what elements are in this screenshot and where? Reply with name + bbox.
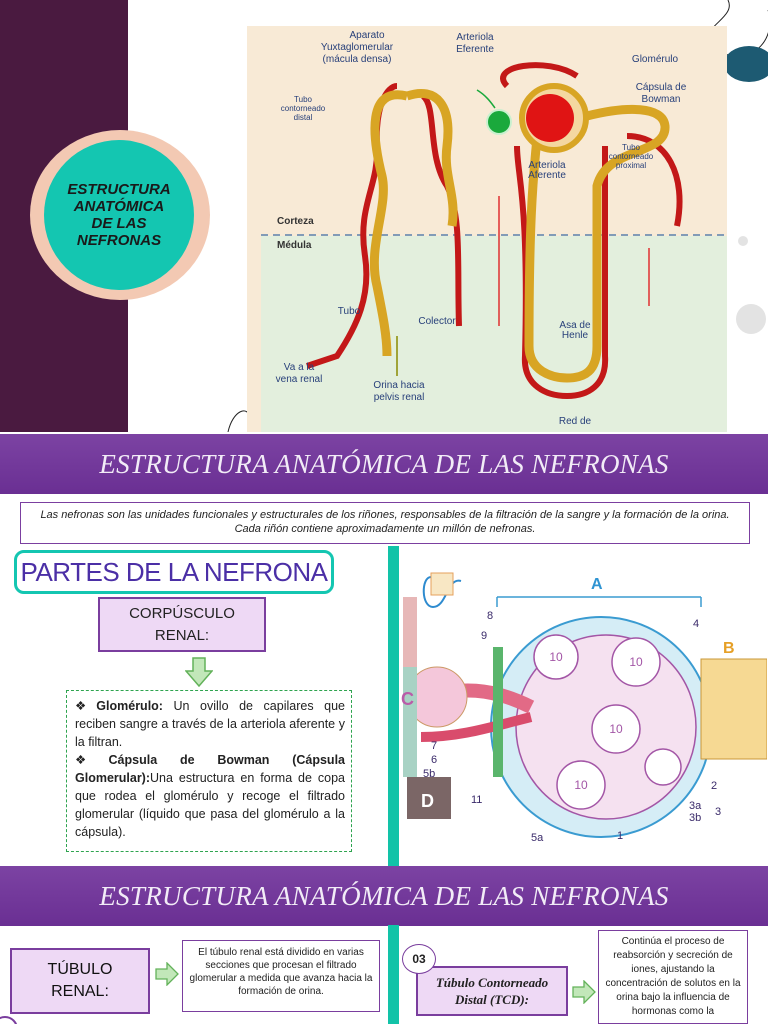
decorative-arc	[724, 46, 768, 82]
renal-corpuscle-diagram	[401, 567, 767, 857]
corpusculo-details-list	[66, 690, 352, 852]
slide-title: ESTRUCTURA ANATÓMICA DE LAS NEFRONAS	[67, 181, 171, 249]
label-9: 9	[481, 630, 488, 642]
section-banner	[0, 866, 768, 926]
label-5b: 5b	[423, 768, 436, 780]
label-C: C	[401, 689, 414, 709]
right-arrow-icon	[155, 962, 179, 986]
tcd-box	[416, 966, 568, 1016]
label-macula-densa: (mácula densa)	[322, 54, 392, 65]
label-distal: distal	[293, 113, 313, 122]
tubulo-description: El túbulo renal está dividido en varias secciones que procesan el filtrado glomerular a medida que avanza hacia la formación de orina.	[182, 940, 380, 1012]
down-arrow-icon	[185, 657, 213, 687]
label-4: 4	[693, 618, 700, 630]
tcd-description: Continúa el proceso de reabsorción y secreción de iones, ajustando la concentración de solutos en la orina bajo la influencia de hormonas como la	[598, 930, 748, 1024]
label-10: 10	[549, 650, 563, 664]
tubulo-label: TÚBULO RENAL:	[47, 961, 113, 1000]
list-item: ❖ Glomérulo: Un ovillo de capilares que reciben sangre a través de la arteriola aferente y la filtran.	[75, 699, 345, 749]
label-tubo-distal: Tubo	[294, 95, 312, 104]
label-red: Red de	[558, 416, 592, 427]
title-inner-circle	[44, 140, 194, 290]
label-8: 8	[487, 610, 494, 622]
diamond-bullet-icon: ❖	[75, 753, 106, 767]
label-contorneado-proximal: contorneado	[608, 152, 654, 161]
corpusculo-box	[98, 597, 266, 652]
label-corteza: Corteza	[277, 216, 314, 227]
label-glomerulo: Glomérulo	[631, 54, 679, 65]
label-2: 2	[711, 780, 718, 792]
label-aferente: Aferente	[528, 170, 566, 181]
label-10: 10	[574, 778, 588, 792]
step-badge: 03	[402, 944, 436, 974]
label-capsula: Cápsula de	[635, 82, 687, 93]
banner-title: ESTRUCTURA ANATÓMICA DE LAS NEFRONAS	[99, 880, 669, 911]
tubulo-box	[10, 948, 150, 1014]
label-arteriola-ef: Arteriola	[456, 32, 494, 43]
label-arteriola-af: Arteriola	[528, 160, 566, 171]
label-3b: 3b	[689, 812, 702, 824]
label-eferente: Eferente	[456, 44, 494, 55]
label-6: 6	[431, 754, 438, 766]
section-banner	[0, 434, 768, 494]
decorative-dot	[738, 236, 748, 246]
label-10: 10	[609, 722, 623, 736]
intro-text: Las nefronas son las unidades funcionales y estructurales de los riñones, responsables de la filtración de la sangre y la formación de la orina. Cada riñón contiene aproximadamente un millón de nefronas.	[20, 502, 750, 544]
list-item: ❖ Cápsula de Bowman (Cápsula Glomerular):Una estructura en forma de copa que rodea el glomérulo y recoge el filtrado glomerular (líquido que pasa del glomérulo a la cápsula).	[75, 753, 345, 839]
label-tubo-colector: Tubo	[337, 306, 361, 317]
decorative-dot-large	[736, 304, 766, 334]
label-colector: Colector	[418, 316, 456, 327]
right-arrow-icon	[572, 980, 596, 1004]
label-3: 3	[715, 806, 722, 818]
label-1: 1	[617, 830, 624, 842]
diamond-bullet-icon: ❖	[75, 699, 94, 713]
label-D: D	[421, 791, 434, 811]
label-aparato: Aparato	[349, 30, 385, 41]
label-medula: Médula	[277, 240, 312, 251]
partes-heading: PARTES DE LA NEFRONA	[20, 556, 328, 587]
title-circle	[30, 130, 210, 300]
label-bowman: Bowman	[641, 94, 681, 105]
corpusculo-label: CORPÚSCULO RENAL:	[129, 604, 235, 644]
label-asa: Asa de	[559, 320, 591, 331]
nephron-diagram	[247, 26, 727, 432]
label-3a: 3a	[689, 800, 702, 812]
label-10: 10	[629, 655, 643, 669]
label-yuxtaglomerular: Yuxtaglomerular	[320, 42, 394, 53]
label-orina: Orina hacia	[373, 380, 425, 391]
decorative-circle	[0, 1016, 18, 1024]
label-5a: 5a	[531, 832, 544, 844]
label-contorneado-distal: contorneado	[280, 104, 326, 113]
label-11: 11	[471, 794, 483, 806]
label-pelvis-renal: pelvis renal	[373, 392, 425, 403]
banner-title: ESTRUCTURA ANATÓMICA DE LAS NEFRONAS	[99, 448, 669, 479]
label-B: B	[723, 640, 735, 657]
label-proximal: proximal	[615, 161, 647, 170]
teal-divider	[388, 925, 399, 1024]
label-henle: Henle	[561, 330, 589, 341]
label-va-a-la: Va a la	[283, 362, 315, 373]
label-7: 7	[431, 740, 438, 752]
label-A: A	[591, 576, 603, 593]
label-tubo-proximal: Tubo	[622, 143, 640, 152]
partes-heading-box	[14, 550, 334, 594]
label-vena-renal: vena renal	[275, 374, 323, 385]
teal-divider	[388, 546, 399, 867]
tcd-label: Túbulo Contorneado Distal (TCD):	[435, 975, 549, 1007]
